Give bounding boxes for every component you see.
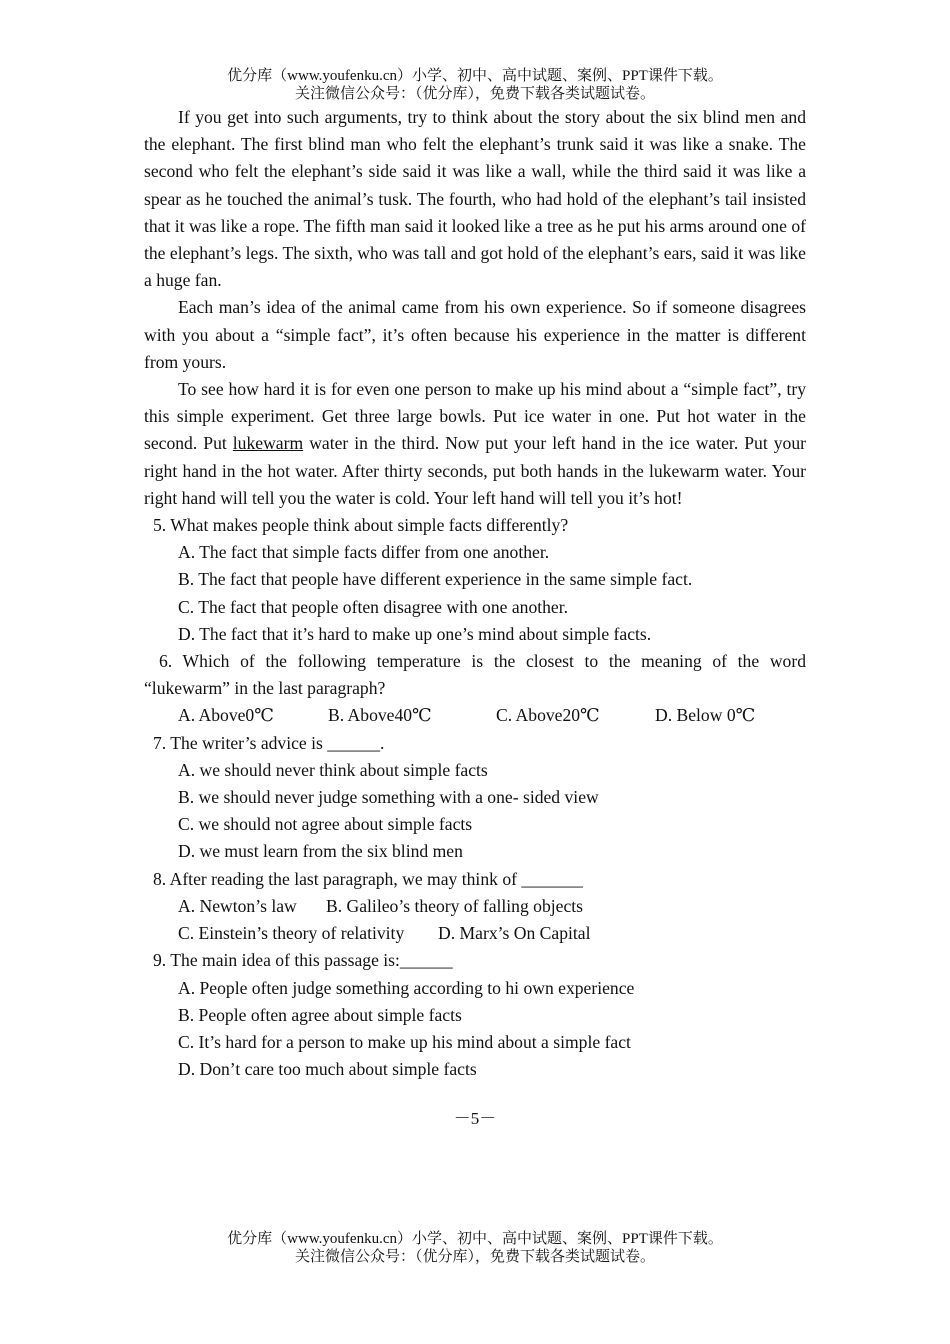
- underlined-word-lukewarm: lukewarm: [232, 433, 304, 454]
- option-c: C. Above20℃: [496, 705, 600, 726]
- option-a: A. Newton’s law: [178, 895, 297, 916]
- option-d: D. Below 0℃: [655, 705, 756, 726]
- options-row-2: [144, 920, 806, 947]
- header-line-2: 关注微信公众号：（优分库），免费下载各类试题试卷。: [294, 86, 655, 102]
- question-stem: 6. Which of the following temperature is the closest to the meaning of the word “lukewarm” in the last paragraph?: [144, 651, 806, 699]
- header-line-1: 优分库（www.youfenku.cn）小学、初中、高中试题、案例、PPT课件下载。: [227, 68, 723, 84]
- passage-paragraph-1: If you get into such arguments, try to think about the story about the six blind men and the elephant. The first blind man who felt the elephant’s trunk said it was like a snake. The second who felt the elephant’s side said it was like a wall, while the third said it was like a spear as he touched the animal’s tusk. The fourth, who had hold of the elephant’s tail insisted that it was like a rope. The fifth man said it looked like a tree as he put his arms around one of the elephant’s legs. The sixth, who was tall and got hold of the elephant’s ears, said it was like a huge fan.: [144, 107, 806, 291]
- option-b: B. we should never judge something with a one- sided view: [178, 787, 599, 808]
- option-d: D. we must learn from the six blind men: [178, 841, 463, 862]
- option-b: B. The fact that people have different experience in the same simple fact.: [178, 569, 693, 590]
- option-b: B. Above40℃: [328, 705, 432, 726]
- footer-line-1: 优分库（www.youfenku.cn）小学、初中、高中试题、案例、PPT课件下载。: [227, 1231, 723, 1247]
- paragraph-3-part-a: To see how hard it is for even one person to make up his mind about a “simple fact”, try this simple experiment. Get three large bowls. Put ice water in one. Put hot water in the second. Put: [144, 379, 806, 454]
- question-7: [144, 730, 806, 866]
- option-a: A. The fact that simple facts differ from one another.: [178, 542, 550, 563]
- options-row: [144, 702, 806, 729]
- options-row-1: [144, 893, 806, 920]
- exam-content: [144, 104, 806, 1083]
- option-a: A. Above0℃: [178, 705, 274, 726]
- question-9: [144, 947, 806, 1083]
- option-c: C. Einstein’s theory of relativity: [178, 923, 405, 944]
- question-8: [144, 866, 806, 948]
- option-c: C. we should not agree about simple facts: [178, 814, 473, 835]
- footer-line-2: 关注微信公众号：（优分库），免费下载各类试题试卷。: [294, 1249, 655, 1265]
- page-footer: [0, 1230, 950, 1266]
- option-d: D. The fact that it’s hard to make up one’s mind about simple facts.: [178, 623, 652, 644]
- passage-paragraph-2: Each man’s idea of the animal came from his own experience. So if someone disagrees with you about a “simple fact”, it’s often because his experience in the matter is different from yours.: [144, 297, 806, 372]
- passage-paragraph-3: [144, 376, 806, 512]
- page-number: －5－: [453, 1109, 497, 1128]
- question-stem: 9. The main idea of this passage is:______: [153, 950, 453, 971]
- option-b: B. People often agree about simple facts: [178, 1004, 462, 1025]
- question-6: [144, 648, 806, 730]
- option-c: C. It’s hard for a person to make up his mind about a simple fact: [178, 1031, 631, 1052]
- page-header: [0, 67, 950, 103]
- question-stem: 5. What makes people think about simple facts differently?: [153, 515, 569, 536]
- option-d: D. Marx’s On Capital: [438, 923, 591, 944]
- option-a: A. People often judge something according to hi own experience: [178, 977, 635, 998]
- option-b: B. Galileo’s theory of falling objects: [326, 895, 584, 916]
- option-d: D. Don’t care too much about simple facts: [178, 1059, 477, 1080]
- question-stem: 8. After reading the last paragraph, we may think of _______: [153, 868, 583, 889]
- option-c: C. The fact that people often disagree with one another.: [178, 596, 569, 617]
- option-a: A. we should never think about simple facts: [178, 759, 488, 780]
- question-5: [144, 512, 806, 648]
- paragraph-3-part-b: water in the third. Now put your left hand in the ice water. Put your right hand in the hot water. After thirty seconds, put both hands in the lukewarm water. Your right hand will tell you the water is cold. Your left hand will tell you it’s hot!: [144, 433, 806, 508]
- question-stem: 7. The writer’s advice is ______.: [153, 732, 385, 753]
